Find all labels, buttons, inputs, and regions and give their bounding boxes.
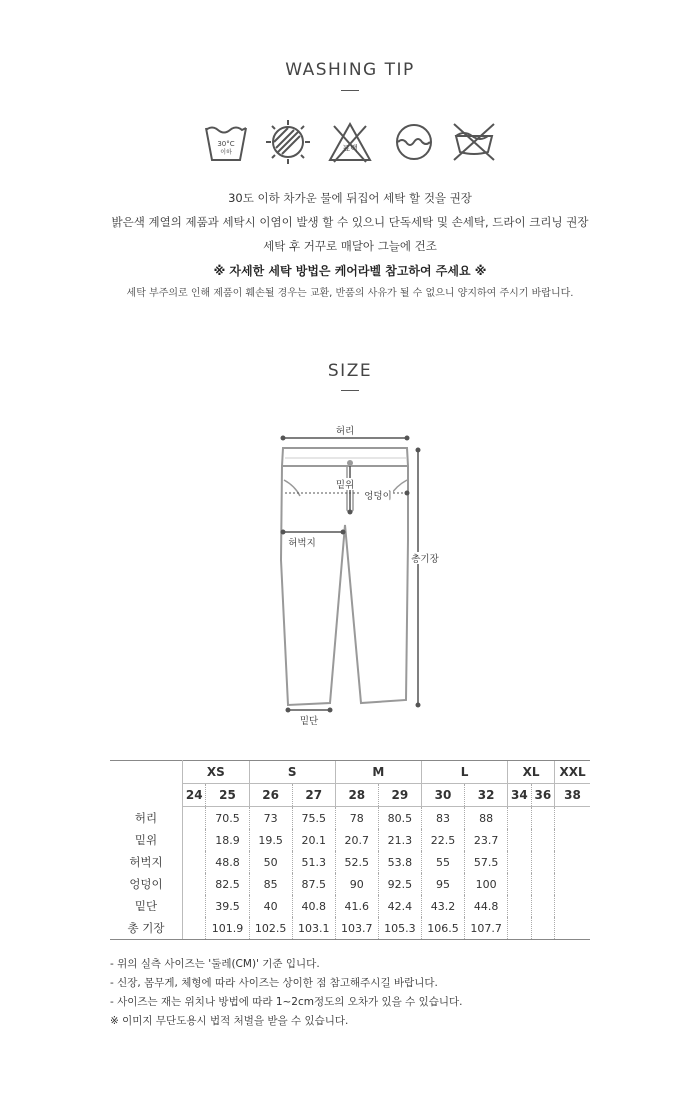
measure-value (183, 917, 206, 940)
dry-shade-icon (390, 118, 438, 166)
no-dry-clean-icon (450, 118, 498, 166)
measure-value (531, 829, 554, 851)
measure-value: 19.5 (249, 829, 292, 851)
measure-value (531, 873, 554, 895)
measure-value: 82.5 (206, 873, 249, 895)
measure-value: 73 (249, 807, 292, 830)
measure-value: 88 (465, 807, 508, 830)
size-number-row (110, 784, 590, 807)
care-label-emphasis: ※ 자세한 세탁 방법은 케어라벨 참고하여 주세요 ※ (213, 264, 487, 278)
size-title: SIZE (327, 361, 373, 381)
measure-value (555, 829, 590, 851)
measure-label: 밑단 (110, 895, 183, 917)
washing-line-2: 밝은색 계열의 제품과 세탁시 이염이 발생 할 수 있으니 단독세탁 및 손세탁, 드라이 크리닝 권장 (111, 215, 589, 229)
wash-30c-icon (202, 118, 250, 166)
measure-value: 55 (421, 851, 464, 873)
size-number: 26 (249, 784, 292, 807)
wash-temp-text: 30°C (217, 140, 235, 148)
note-line: - 사이즈는 재는 위치나 방법에 따라 1~2cm정도의 오차가 있을 수 있습니다. (110, 996, 463, 1008)
measure-label: 허리 (110, 807, 183, 830)
size-number: 24 (183, 784, 206, 807)
measure-value (531, 895, 554, 917)
measure-value: 90 (335, 873, 378, 895)
measure-value: 103.1 (292, 917, 335, 940)
washing-line-3: 세탁 후 거꾸로 매달아 그늘에 건조 (263, 239, 437, 253)
size-number: 36 (531, 784, 554, 807)
measure-value (508, 895, 531, 917)
measure-value (183, 851, 206, 873)
measure-value: 80.5 (378, 807, 421, 830)
measure-value: 44.8 (465, 895, 508, 917)
measure-value: 70.5 (206, 807, 249, 830)
measure-value (555, 807, 590, 830)
size-group: L (421, 761, 507, 784)
measure-value: 50 (249, 851, 292, 873)
size-number: 30 (421, 784, 464, 807)
wash-temp-sub-text: 이하 (220, 149, 232, 156)
table-row (110, 917, 590, 940)
note-line: - 신장, 몸무게, 체형에 따라 사이즈는 상이한 점 참고해주시길 바랍니다. (110, 977, 438, 989)
measure-label: 밑위 (110, 829, 183, 851)
measure-value: 101.9 (206, 917, 249, 940)
size-group: M (335, 761, 421, 784)
measure-value: 53.8 (378, 851, 421, 873)
size-group-row (110, 761, 590, 784)
measure-value: 23.7 (465, 829, 508, 851)
table-row (110, 895, 590, 917)
measure-value: 18.9 (206, 829, 249, 851)
no-bleach-icon (326, 118, 374, 166)
rise-label: 밑위 (335, 480, 355, 491)
measure-value: 39.5 (206, 895, 249, 917)
measure-value (555, 917, 590, 940)
measure-value: 95 (421, 873, 464, 895)
measure-value: 102.5 (249, 917, 292, 940)
care-icons (0, 118, 700, 168)
measure-value: 106.5 (421, 917, 464, 940)
measure-value (183, 807, 206, 830)
measure-value: 57.5 (465, 851, 508, 873)
size-group: XL (508, 761, 555, 784)
size-number: 28 (335, 784, 378, 807)
measure-value: 87.5 (292, 873, 335, 895)
table-row (110, 873, 590, 895)
measure-value: 43.2 (421, 895, 464, 917)
size-title-divider (341, 390, 359, 391)
no-tumble-dry-icon (264, 118, 312, 166)
note-line: - 위의 실측 사이즈는 '둘레(CM)' 기준 입니다. (110, 958, 320, 970)
measure-value: 20.1 (292, 829, 335, 851)
hem-label: 밑단 (299, 716, 319, 727)
measure-value: 78 (335, 807, 378, 830)
measure-value (183, 873, 206, 895)
measure-label: 총 기장 (110, 917, 183, 940)
measure-value: 48.8 (206, 851, 249, 873)
measure-value (531, 917, 554, 940)
size-group: S (249, 761, 335, 784)
measure-value: 22.5 (421, 829, 464, 851)
measure-value (508, 807, 531, 830)
measure-label: 엉덩이 (110, 873, 183, 895)
measure-value (183, 829, 206, 851)
measure-value: 103.7 (335, 917, 378, 940)
title-divider (341, 90, 359, 91)
size-number: 38 (555, 784, 590, 807)
measure-value (555, 873, 590, 895)
measure-value: 83 (421, 807, 464, 830)
size-group: XS (183, 761, 250, 784)
measure-value: 105.3 (378, 917, 421, 940)
measure-value (508, 829, 531, 851)
measure-value: 52.5 (335, 851, 378, 873)
measure-value: 107.7 (465, 917, 508, 940)
pants-diagram (250, 420, 450, 730)
measure-value: 40.8 (292, 895, 335, 917)
measure-value: 20.7 (335, 829, 378, 851)
size-number: 25 (206, 784, 249, 807)
bleach-text: 표백 (342, 144, 358, 153)
measure-value: 85 (249, 873, 292, 895)
measure-value: 21.3 (378, 829, 421, 851)
thigh-label: 허벅지 (288, 538, 316, 549)
measure-value: 92.5 (378, 873, 421, 895)
size-number: 34 (508, 784, 531, 807)
measure-value (555, 851, 590, 873)
measure-value (508, 851, 531, 873)
measure-value (508, 873, 531, 895)
measure-label: 허벅지 (110, 851, 183, 873)
table-corner (110, 761, 183, 807)
waist-label: 허리 (335, 426, 355, 437)
table-row (110, 829, 590, 851)
size-table (110, 760, 590, 940)
measure-value: 41.6 (335, 895, 378, 917)
washing-line-1: 30도 이하 차가운 물에 뒤집어 세탁 할 것을 권장 (228, 191, 472, 205)
size-group: XXL (555, 761, 590, 784)
size-number: 32 (465, 784, 508, 807)
measure-value (531, 851, 554, 873)
size-number: 29 (378, 784, 421, 807)
size-number: 27 (292, 784, 335, 807)
length-label: 총기장 (411, 554, 439, 565)
size-notes (110, 955, 463, 1031)
measure-value (183, 895, 206, 917)
hip-label: 엉덩이 (364, 491, 392, 502)
measure-value: 51.3 (292, 851, 335, 873)
washing-tip-title: WASHING TIP (285, 60, 415, 80)
washing-notice: 세탁 부주의로 인해 제품이 훼손될 경우는 교환, 반품의 사유가 될 수 없으니 양지하여 주시기 바랍니다. (126, 288, 574, 299)
measure-value: 40 (249, 895, 292, 917)
measure-value (531, 807, 554, 830)
measure-value (555, 895, 590, 917)
measure-value: 42.4 (378, 895, 421, 917)
note-line: ※ 이미지 무단도용시 법적 처벌을 받을 수 있습니다. (110, 1015, 349, 1027)
table-row (110, 807, 590, 830)
measure-value: 75.5 (292, 807, 335, 830)
table-row (110, 851, 590, 873)
measure-value: 100 (465, 873, 508, 895)
measure-value (508, 917, 531, 940)
